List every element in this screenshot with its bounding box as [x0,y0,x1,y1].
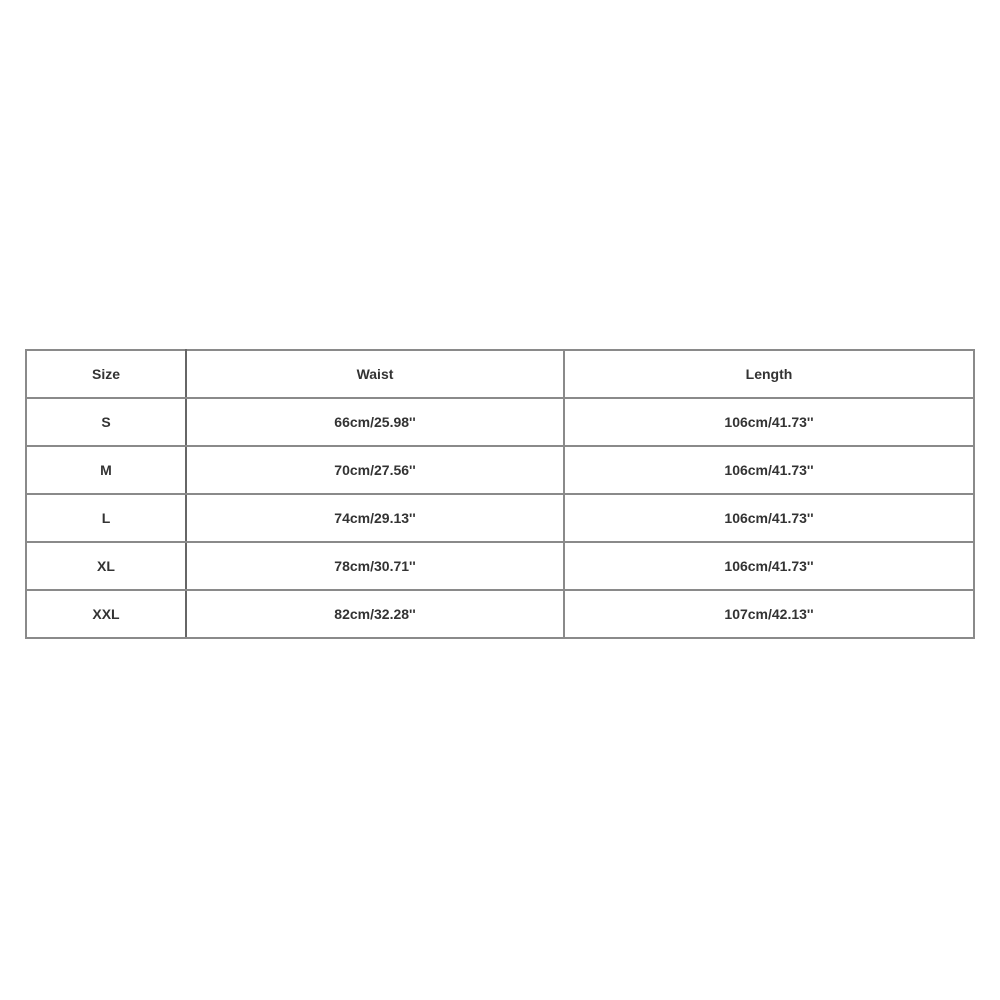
table-row [26,398,974,446]
cell-length: 106cm/41.73'' [564,542,974,590]
cell-size: S [26,398,186,446]
cell-length: 106cm/41.73'' [564,494,974,542]
cell-waist: 82cm/32.28'' [186,590,564,638]
cell-size: L [26,494,186,542]
cell-size: XL [26,542,186,590]
cell-waist: 78cm/30.71'' [186,542,564,590]
cell-length: 107cm/42.13'' [564,590,974,638]
cell-length: 106cm/41.73'' [564,398,974,446]
table-header-row [26,350,974,398]
table-row [26,542,974,590]
cell-waist: 74cm/29.13'' [186,494,564,542]
table-row [26,446,974,494]
header-length: Length [564,350,974,398]
cell-length: 106cm/41.73'' [564,446,974,494]
header-size: Size [26,350,186,398]
size-chart-table [25,349,975,639]
cell-size: XXL [26,590,186,638]
cell-waist: 70cm/27.56'' [186,446,564,494]
table-row [26,494,974,542]
header-waist: Waist [186,350,564,398]
cell-waist: 66cm/25.98'' [186,398,564,446]
cell-size: M [26,446,186,494]
table-row [26,590,974,638]
